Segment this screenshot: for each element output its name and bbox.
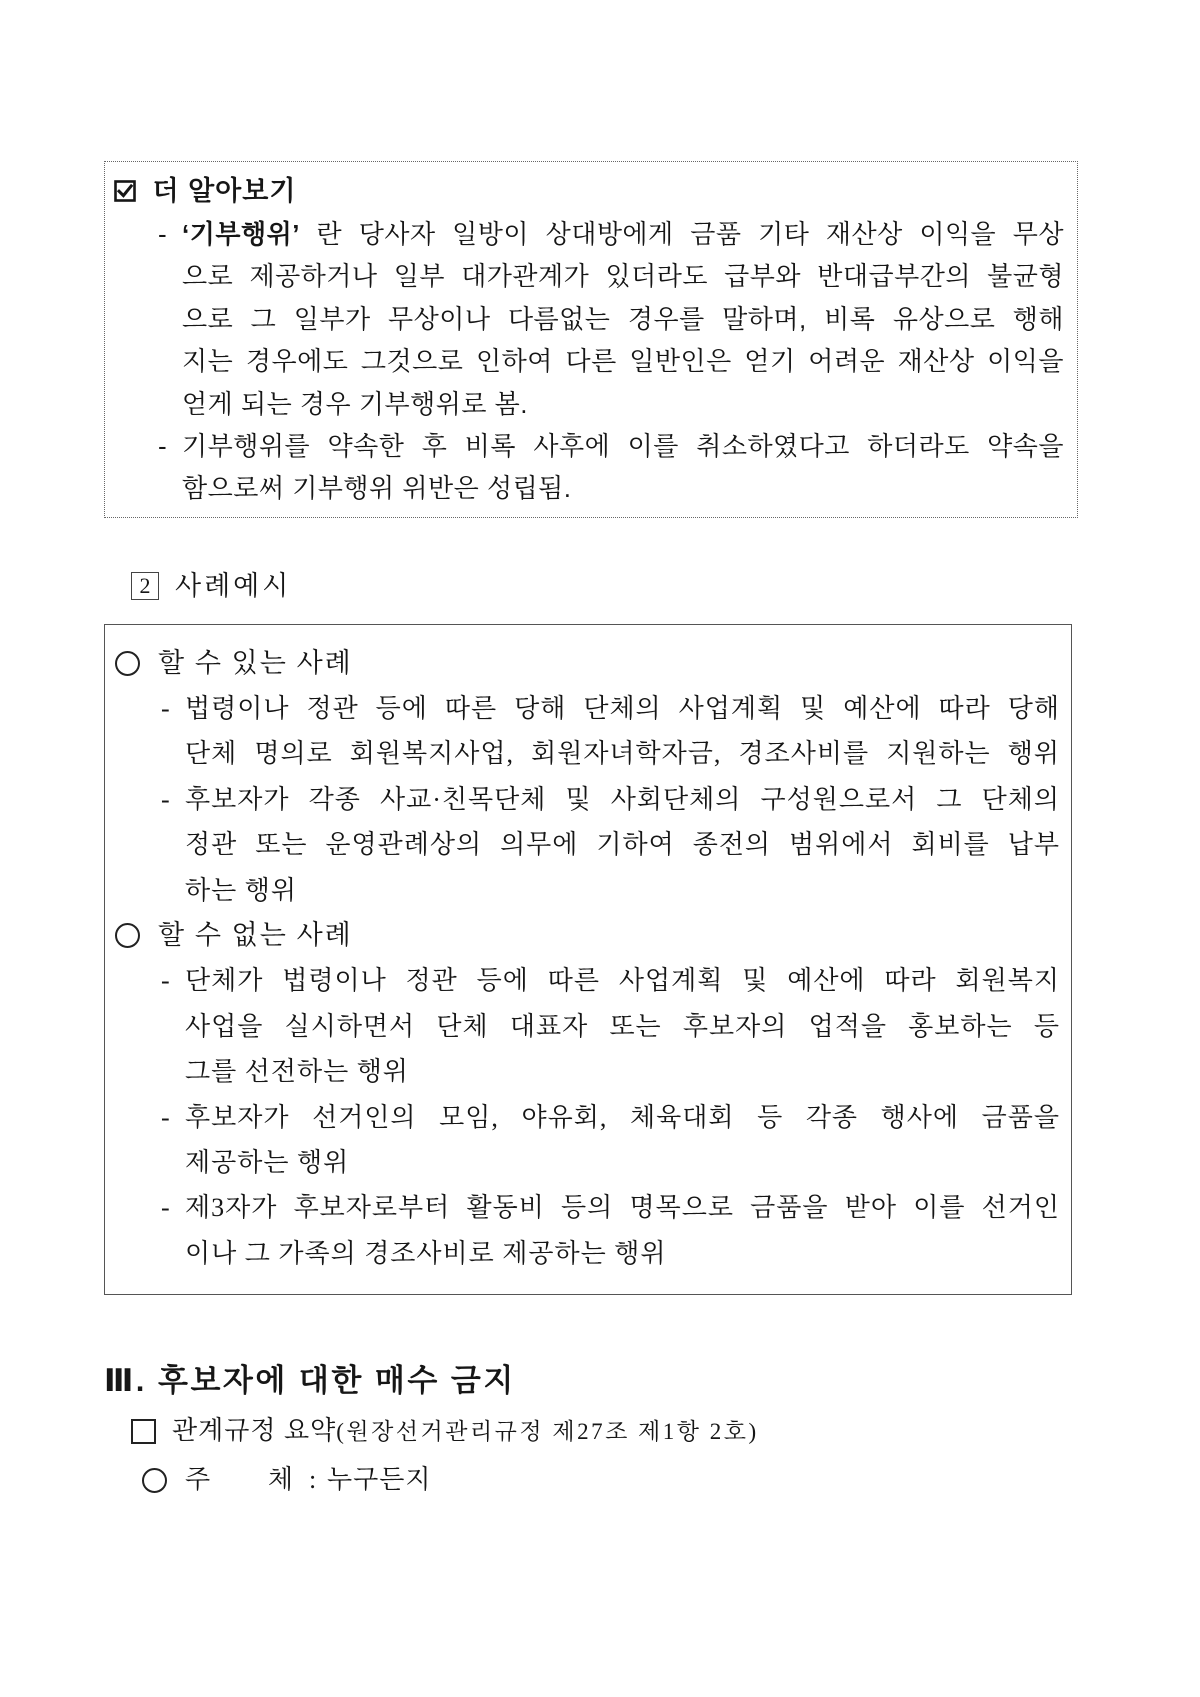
case-examples-box <box>104 624 1072 1295</box>
text-line: 법령이나 정관 등에 따른 당해 단체의 사업계획 및 예산에 따라 당해 <box>185 693 1060 723</box>
regulation-summary-row <box>131 1411 891 1451</box>
regulation-text <box>172 1411 759 1455</box>
text-line: 하는 행위 <box>185 875 297 905</box>
text-line: 얻게 되는 경우 기부행위로 봄. <box>182 388 529 419</box>
list-marker: - <box>161 693 170 723</box>
case-group-title: 할 수 없는 사례 <box>158 919 353 950</box>
list-marker: - <box>161 1102 170 1132</box>
regulation-label: 관계규정 요약 <box>172 1416 337 1445</box>
text-line: 으로 그 일부가 무상이나 다름없는 경우를 말하며, 비록 유상으로 행해 <box>182 303 1064 334</box>
text-line: 이나 그 가족의 경조사비로 제공하는 행위 <box>185 1238 667 1268</box>
list-item <box>105 686 1071 777</box>
list-marker: - <box>158 430 167 461</box>
text-line: 정관 또는 운영관례상의 의무에 기하여 종전의 범위에서 회비를 납부 <box>185 830 1060 860</box>
text-line-content: 란 당사자 일방이 상대방에게 금품 기타 재산상 이익을 무상 <box>316 219 1064 249</box>
circle-bullet-icon <box>115 923 140 948</box>
text-line: 후보자가 선거인의 모임, 야유회, 체육대회 등 각종 행사에 금품을 <box>185 1102 1060 1132</box>
more-info-header <box>105 170 1077 214</box>
circle-bullet-icon <box>115 651 140 676</box>
checked-box-icon <box>114 180 136 202</box>
section-title: 사례예시 <box>175 571 292 601</box>
list-item <box>105 1185 1071 1276</box>
emphasis-term: ‘기부행위’ <box>182 219 300 249</box>
list-marker: - <box>158 219 167 249</box>
section-number-box: 2 <box>131 572 159 600</box>
text-line: 제공하는 행위 <box>185 1147 350 1177</box>
text-line: 기부행위를 약속한 후 비록 사후에 이를 취소하였다고 하더라도 약속을 <box>182 430 1064 461</box>
list-marker: - <box>161 784 170 814</box>
more-info-box <box>104 161 1078 518</box>
text-line: 단체가 법령이나 정관 등에 따른 사업계획 및 예산에 따라 회원복지 <box>185 966 1060 996</box>
list-marker: - <box>161 1193 170 1223</box>
list-item <box>105 425 1077 510</box>
list-item <box>105 777 1071 913</box>
case-group-title: 할 수 있는 사례 <box>158 647 353 678</box>
text-line <box>182 213 1064 255</box>
list-item <box>105 1095 1071 1186</box>
case-group-heading <box>105 641 1071 686</box>
list-marker: - <box>161 966 170 996</box>
case-group-heading <box>105 913 1071 958</box>
text-line: 사업을 실시하면서 단체 대표자 또는 후보자의 업적을 홍보하는 등 <box>185 1011 1060 1041</box>
subject-label: 주 체 <box>185 1465 293 1494</box>
section-heading: Ⅲ. 후보자에 대한 매수 금지 <box>104 1363 516 1398</box>
circle-bullet-icon <box>142 1468 167 1493</box>
text-line: 함으로써 기부행위 위반은 성립됨. <box>182 473 572 504</box>
subject-row <box>142 1460 562 1500</box>
list-item <box>105 958 1071 1094</box>
more-info-title: 더 알아보기 <box>152 175 297 206</box>
list-item <box>105 213 1077 425</box>
text-line: 지는 경우에도 그것으로 인하여 다른 일반인은 얻기 어려운 재산상 이익을 <box>182 346 1064 377</box>
text-line: 후보자가 각종 사교·친목단체 및 사회단체의 구성원으로서 그 단체의 <box>185 784 1060 814</box>
subject-value: 누구든지 <box>327 1465 432 1494</box>
regulation-reference: (원장선거관리규정 제27조 제1항 2호) <box>336 1419 759 1444</box>
text-line: 그를 선전하는 행위 <box>185 1057 409 1087</box>
text-line: 으로 제공하거나 일부 대가관계가 있더라도 급부와 반대급부간의 불균형 <box>182 261 1064 292</box>
text-line: 제3자가 후보자로부터 활동비 등의 명목으로 금품을 받아 이를 선거인 <box>185 1193 1060 1223</box>
subject-separator: : <box>309 1465 317 1494</box>
text-line: 단체 명의로 회원복지사업, 회원자녀학자금, 경조사비를 지원하는 행위 <box>185 739 1060 769</box>
square-bullet-icon <box>131 1419 156 1444</box>
